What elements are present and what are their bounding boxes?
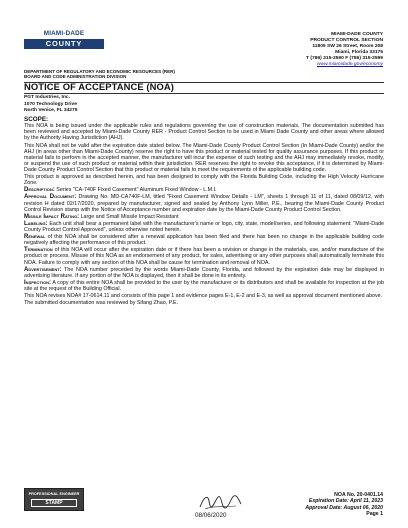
office-contact-block — [306, 32, 383, 69]
address-line: 1070 Technology Drive — [24, 101, 77, 107]
office-line: 11805 SW 26 Street, Room 208 — [312, 44, 383, 50]
noa-footer-info — [305, 492, 383, 517]
signature-date: 08/06/2020 — [195, 512, 227, 519]
termination-text: of this NOA will occur after the expiration date or if there has been a revision or change in the materials, use, and/or manufacture of the product or process. Misuse of this NOA as an endorsement of any product, for sales, advertising or any other purposes shall automatically terminate this NOA. Failure to comply with any section of this NOA shall be cause for termination and removal of NOA. — [24, 247, 384, 266]
description-label: Description: — [24, 187, 55, 194]
expiration-date: Expiration Date: April 11, 2023 — [308, 498, 383, 505]
department-line: DEPARTMENT OF REGULATORY AND ECONOMIC RESOURCES (RER) — [24, 69, 175, 74]
scope-heading: SCOPE: — [24, 116, 49, 123]
noa-number: NOA No. 20-0401.14 — [334, 492, 383, 498]
department-line: BOARD AND CODE ADMINISTRATION DIVISION — [24, 74, 127, 80]
website-link[interactable]: www.miamidade.gov/economy — [316, 62, 383, 68]
scope-paragraph: This NOA is being issued under the applicable rules and regulations governing the use of construction materials. The documentation submitted has been reviewed and accepted by Miami-Dade County RER - Product Control Section to be used in Miami Dade County and other areas where allowed by the Authority Having Jurisdiction (AHJ). — [24, 123, 384, 142]
approval-date: Approval Date: August 06, 2020 — [305, 504, 383, 511]
applicant-address — [24, 95, 77, 115]
noa-body — [24, 117, 384, 307]
termination-label: Termination — [24, 247, 53, 254]
termination-section — [24, 247, 384, 265]
office-line: PRODUCT CONTROL SECTION — [310, 38, 383, 44]
missile-label: Missile Impact Rating: — [24, 213, 80, 220]
page-number: Page 1 — [366, 510, 383, 517]
missile-text: Large and Small Missile Impact Resistant — [80, 213, 179, 220]
description-section — [24, 187, 384, 193]
inspection-text: A copy of this entire NOA shall be provided to the user by the manufacturer or its distributors and shall be available for inspection at the job site at the request of the Building Official. — [24, 279, 384, 292]
missile-section — [24, 214, 384, 220]
inspection-label: Inspection: — [24, 279, 52, 286]
approval-text: Drawing No. MD-CA740F-LM, titled "Fixed Casement Window Details - LM", sheets 1 through 11 of 11, dated 08/09/12, with revision H dated 02/17/2020, prepared by manufacturer, signed and sealed by Anthony Lynn Miller, P.E., bearing the Miami-Dade County Product Control Revision stamp with the Notice of Acceptance number and expiration date by the Miami-Dade County Product Control Section. — [24, 194, 384, 213]
office-line: Miami, Florida 33175 — [335, 50, 383, 56]
labeling-label: Labeling: — [24, 220, 48, 227]
address-line: North Venice, FL 34275 — [24, 108, 78, 114]
advertisement-text: The NOA number preceded by the words Miami-Dade County, Florida, and followed by the expiration date may be displayed in advertising literature. If any portion of the NOA is displayed, then it shall be done in its entirety. — [24, 266, 384, 279]
advertisement-section — [24, 267, 384, 279]
renewal-text: of this NOA shall be considered after a renewal application has been filed and there has been no change in the applicable building code negatively affecting the performance of this product. — [24, 234, 384, 247]
office-line: T (786) 315-2590 F (786) 315-2599 — [306, 56, 383, 62]
department-name — [24, 69, 175, 80]
professional-engineer-stamp — [24, 488, 84, 511]
logo-bar-text: COUNTY — [24, 39, 104, 49]
reviewed-by-paragraph: The submitted documentation was reviewed by Sifang Zhao, P.E. — [24, 300, 179, 307]
revises-paragraph: This NOA revises NOA# 17-0614.11 and consists of this page 1 and evidence pages E-1, E-2 and E-3, as well as approval document mentioned above. — [24, 293, 383, 300]
logo-top-text: MIAMI-DADE — [43, 30, 85, 37]
inspection-section — [24, 280, 384, 292]
approval-label: Approval Document: — [24, 194, 77, 201]
header-divider-bottom — [24, 93, 384, 94]
stamp-line: STAMP — [31, 499, 77, 507]
stamp-line: PROFESSIONAL ENGINEER — [28, 492, 80, 496]
address-line: PGT Industries, Inc. — [24, 95, 70, 100]
advertisement-label: Advertisement: — [24, 266, 62, 273]
approval-section — [24, 194, 384, 212]
document-title: NOTICE OF ACCEPTANCE (NOA) — [24, 81, 174, 92]
miami-dade-county-logo — [24, 30, 104, 49]
office-line: MIAMI-DADE COUNTY — [331, 32, 383, 37]
scope-paragraph: This NOA shall not be valid after the expiration date stated below. The Miami-Dade County Product Control Section (In Miami-Dade County) and/or the AHJ (in areas other than Miami-Dade County) reserve the right to have this product or material tested for quality assurance purposes. If this product or material fails to perform in the accepted manner, the manufacturer will incur the expense of such testing and the AHJ may immediately revoke, modify, or suspend the use of such product or material within their jurisdiction. RER reserves the right to revoke this acceptance, if it is determined by Miami-Dade County Product Control Section that this product or material fails to meet the requirements of the applicable building code. — [24, 142, 384, 174]
signature-image — [196, 492, 244, 514]
scope-paragraph: This product is approved as described herein, and has been designed to comply with the Florida Building Code, including the High Velocity Hurricane Zone. — [24, 174, 384, 187]
description-text: Series "CA-740F Fixed Casement" Aluminum Fixed Window - L.M.I. — [56, 187, 217, 194]
labeling-text: Each unit shall bear a permanent label with the manufacturer's name or logo, city, state, model/series, and following statement: "Miami-Dade County Product Control Approved", unless otherwise noted herein. — [24, 220, 384, 233]
labeling-section — [24, 221, 384, 233]
renewal-label: Renewal — [24, 234, 46, 241]
renewal-section — [24, 234, 384, 246]
